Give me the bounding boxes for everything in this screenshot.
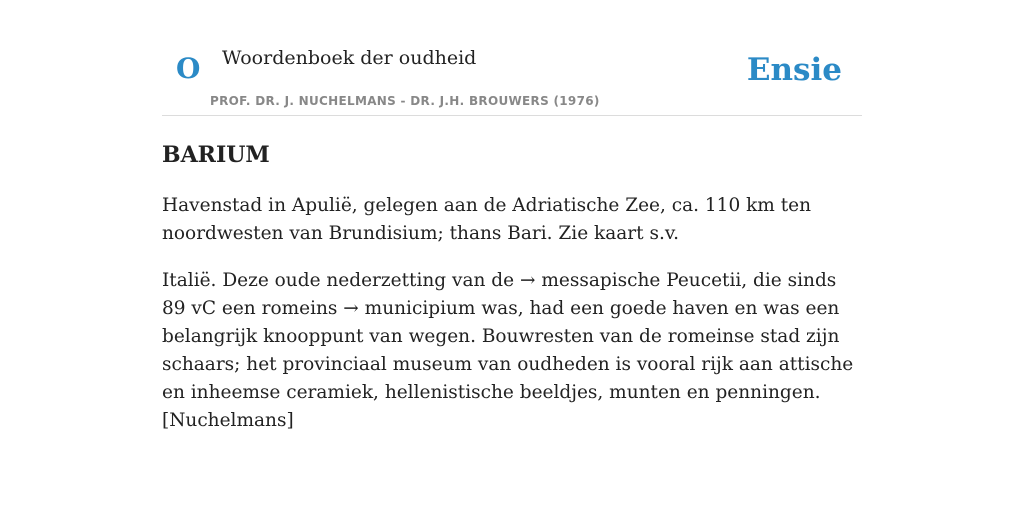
header: [162, 0, 862, 116]
ensie-logo-link[interactable]: Ensie: [746, 52, 842, 88]
link-messapische[interactable]: → messapische: [519, 270, 661, 291]
paragraph-2-text-a: Italië. Deze oude nederzetting van de: [162, 270, 520, 291]
article-body: [162, 192, 862, 454]
paragraph-2: [162, 267, 862, 435]
paragraph-2-text-b: Peucetii, die sinds 89 vC een romeins: [162, 270, 837, 319]
paragraph-1: Havenstad in Apulië, gelegen aan de Adriatische Zee, ca. 110 km ten noordwesten van Brundisium; thans Bari. Zie kaart s.v.: [162, 195, 812, 244]
book-logo-letter[interactable]: O: [176, 52, 201, 85]
authors-line: PROF. DR. J. NUCHELMANS - DR. J.H. BROUWERS (1976): [210, 94, 600, 108]
paragraph-2-text-c: was, had een goede haven en was een belangrijk knooppunt van wegen. Bouwresten van de romeinse stad zijn schaars; het provinciaal museum van oudheden is vooral rijk aan attische en inheemse ceramiek, hellenistische beeldjes, munten en penningen.[Nuchelmans]: [162, 298, 854, 431]
link-municipium[interactable]: → municipium: [343, 298, 476, 319]
lemma-title: BARIUM: [162, 142, 270, 168]
book-title: Woordenboek der oudheid: [222, 47, 477, 69]
